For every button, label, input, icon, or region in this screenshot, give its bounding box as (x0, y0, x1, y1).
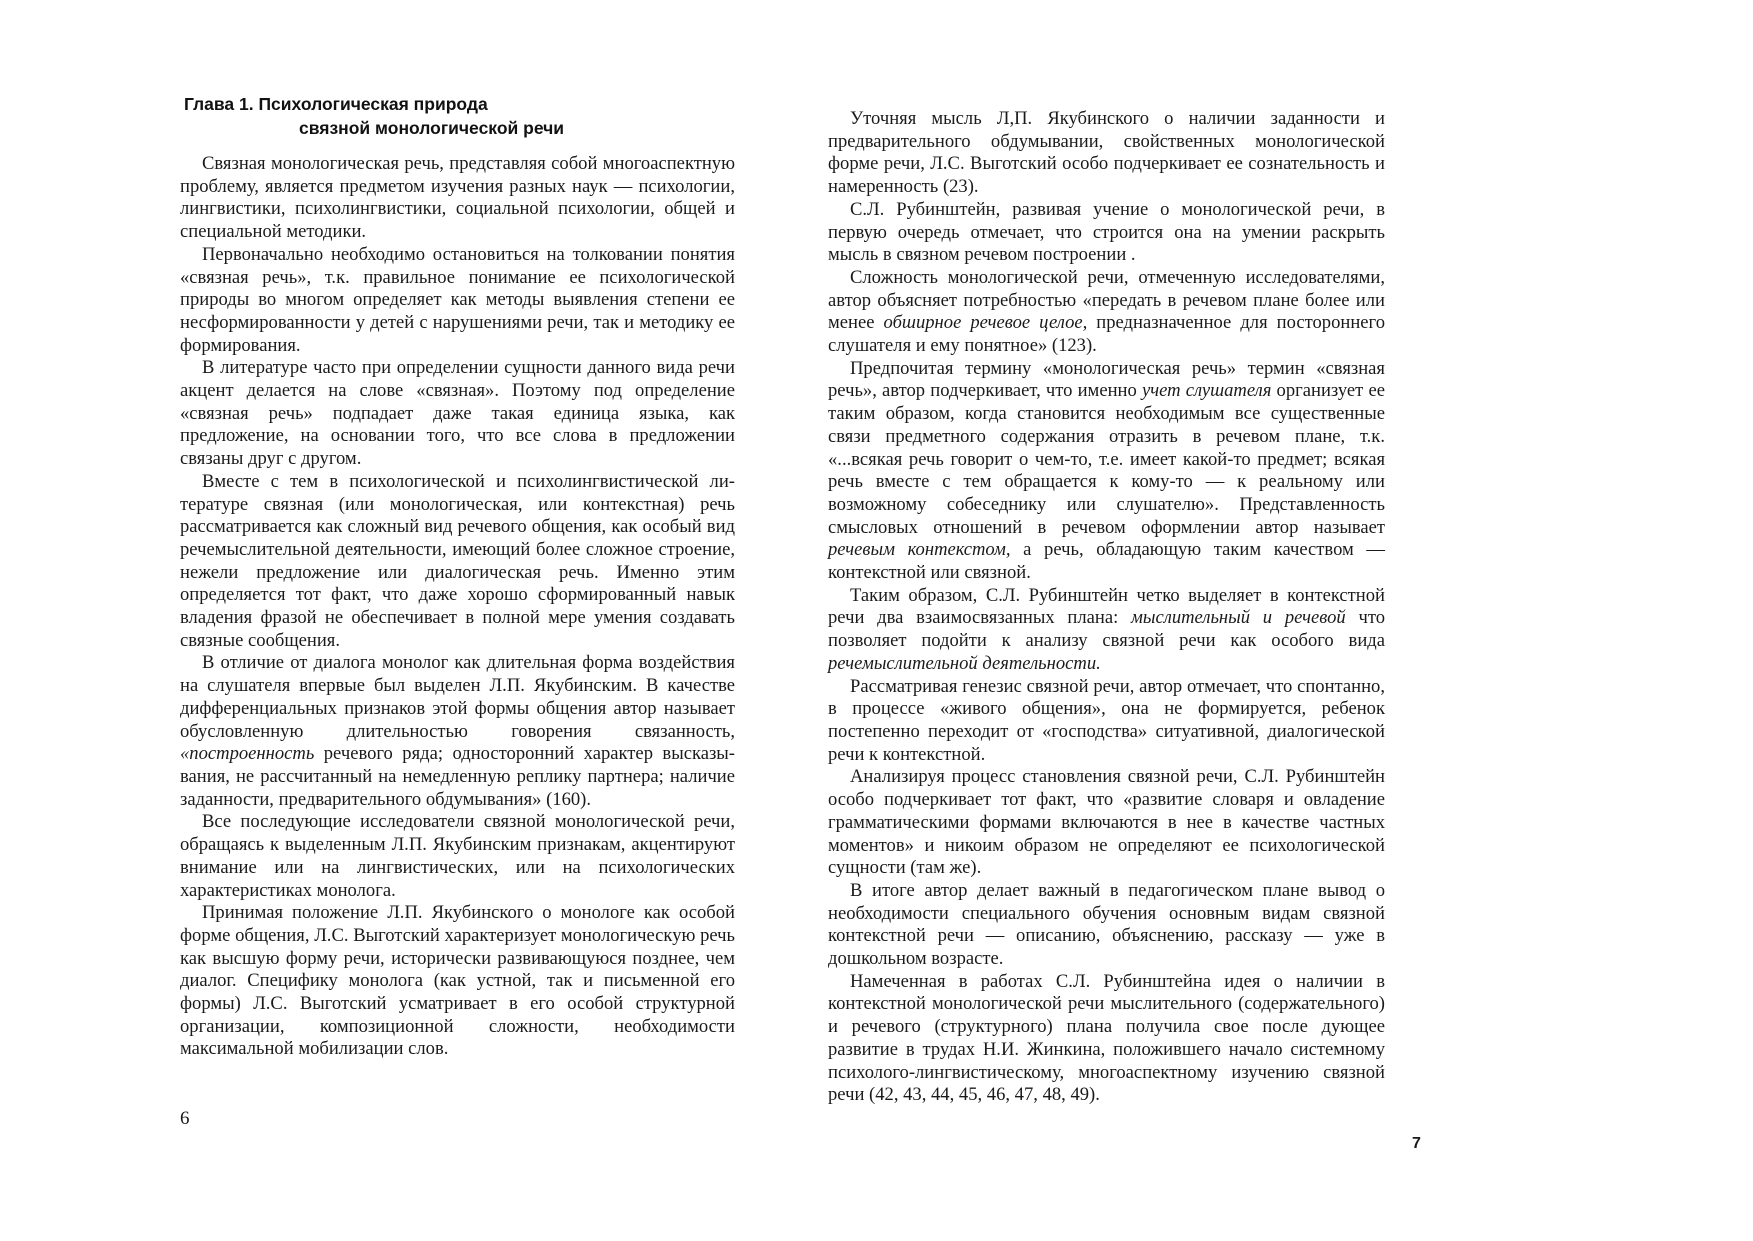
paragraph-text: Таким образом, С.Л. Рубинштейн четко выделяет в контекстной речи два взаимосвязанных плана: (828, 584, 1385, 629)
paragraph (180, 652, 735, 811)
paragraph: Намеченная в работах С.Л. Рубинштейна идея о наличии в контекстной монологической речи мыслительного (содержательного) и речевого (структурного) плана получила свое после дующее развитие в трудах Н.И. Жинкина, положившего начало системному психолого-лингвистическому, многоаспектному изучению связной речи (42, 43, 44, 45, 46, 47, 48, 49). (828, 970, 1385, 1106)
emphasis-text: «построенность (180, 743, 315, 765)
paragraph (828, 585, 1385, 676)
page-number: 7 (1412, 1135, 1421, 1152)
chapter-title (180, 92, 735, 140)
paragraph-text: предназначенное для постороннего слушателя и ему понятное» (123). (828, 312, 1385, 357)
paragraph-text: Сложность монологической речи, отмеченную исследователями, автор объясняет потребностью «передать в речевом плане более или менее (828, 266, 1385, 334)
paragraph-text: организует ее таким образом, когда становится необходимым все существенные связи предметного содержания отразить в речевом плане, т.к. «...всякая речь говорит о чем-то, т.е. имеет какой-то предмет; всякая речь вместе с тем обращается к кому-то — к реальному или возможному собеседнику или слушателю». Представленность смысловых отношений в речевом оформлении автор называет (828, 380, 1385, 538)
chapter-title-line-2: связной монологической речи (299, 118, 565, 138)
paragraph: С.Л. Рубинштейн, развивая учение о монологической речи, в первую очередь отмечает, что строится она на умении раскрыть мысль в связном речевом построении . (828, 198, 1385, 266)
paragraph-text: что позволяет подойти к анализу связной речи как особого вида (828, 607, 1385, 652)
paragraph: В итоге автор делает важный в педагогическом плане вывод о необходимости специального обучения основным видам связной контекстной речи — описанию, объяснению, рассказу — уже в дошкольном возрасте. (828, 879, 1385, 970)
paragraph (828, 358, 1385, 585)
paragraph-text: В отличие от диалога монолог как длительная форма воздействия на слушателя впервые был выделен Л.П. Якубинским. В качестве дифференциальных признаков этой формы общения автор называет обусловленную длительностью говорения связанность, (180, 652, 735, 742)
paragraph: Вместе с тем в психологической и психолингвистической литературе связная (или монологическая, или контекстная) речь рассматривается как сложный вид речевого общения, как особый вид речемыслительной деятельности, имеющий более сложное строение, нежели предложение или диалогическая речь. Именно этим определяется тот факт, что даже хорошо сформированный навык владения фразой не обеспечивает в полной мере умения создавать связные сообщения. (180, 470, 735, 651)
paragraph-text: Предпочитая термину «монологическая речь» термин «связная речь», автор подчеркивает, что именно (828, 357, 1385, 402)
chapter-title-line-1: Глава 1. Психологическая природа (184, 94, 488, 114)
paragraph-text: речевого ряда; односторонний характер высказывания, не рассчитанный на немедленную реплику партнера; наличие заданности, предварительного обдумывания» (160). (180, 743, 735, 810)
left-page-body (180, 153, 735, 1061)
paragraph: Анализируя процесс становления связной речи, С.Л. Рубинштейн особо подчеркивает тот факт, что «развитие словаря и овладение грамматическими формами включаются в нее в качестве частных моментов» и никоим образом не определяют ее психологической сущности (там же). (828, 766, 1385, 879)
paragraph: В литературе часто при определении сущности данного вида речи акцент делается на слове «связная». Поэтому под определение «связная речь» подпадает даже такая единица языка, как предложение, на основании того, что все слова в предложении связаны друг с другом. (180, 357, 735, 470)
paragraph-text: а речь, обладающую таким качеством — контекстной или связной. (828, 539, 1385, 584)
paragraph: Связная монологическая речь, представляя собой многоаспектную проблему, является предметом изучения разных наук — психологии, лингвистики, психолингвистики, социальной психологии, общей и специальной методики. (180, 153, 735, 243)
emphasis-text: мыслительный и речевой (1131, 607, 1346, 629)
emphasis-text: обширное речевое целое, (883, 312, 1088, 334)
paragraph: Уточняя мысль Л,П. Якубинского о наличии заданности и предварительного обдумывании, свойственных монологической форме речи, Л.С. Выготский особо подчеркивает ее сознательность и намеренность (23). (828, 108, 1385, 198)
paragraph: Первоначально необходимо остановиться на толковании понятия «связная речь», т.к. правильное понимание ее психологической природы во многом определяет как методы выявления степени ее несформированности у детей с нарушениями речи, так и методику ее формирования. (180, 243, 735, 356)
emphasis-text: речевым контекстом, (828, 539, 1011, 561)
right-page-body (828, 108, 1385, 1107)
paragraph: Рассматривая генезис связной речи, автор отмечает, что спонтанно, в процессе «живого общения», она не формируется, ребенок постепенно переходит от «господства» ситуативной, диалогической речи к контекстной. (828, 675, 1385, 765)
emphasis-text: речемыслительной деятельности. (828, 652, 1101, 674)
emphasis-text: учет слушателя (1141, 380, 1272, 402)
paragraph (828, 267, 1385, 358)
paragraph: Принимая положение Л.П. Якубинского о монологе как особой форме общения, Л.С. Выготский характеризует монологическую речь как высшую форму речи, исторически развивающуюся позднее, чем диалог. Специфику монолога (как устной, так и письменной его формы) Л.С. Выготский усматривает в его особой структурной организации, композиционной сложности, необходимости максимальной мобилизации слов. (180, 902, 735, 1060)
page-number: 6 (180, 1108, 190, 1129)
paragraph: Все последующие исследователи связной монологической речи, обращаясь к выделенным Л.П. Якубинским признакам, акцентируют внимание или на лингвистических, или на психологических характеристиках монолога. (180, 811, 735, 901)
